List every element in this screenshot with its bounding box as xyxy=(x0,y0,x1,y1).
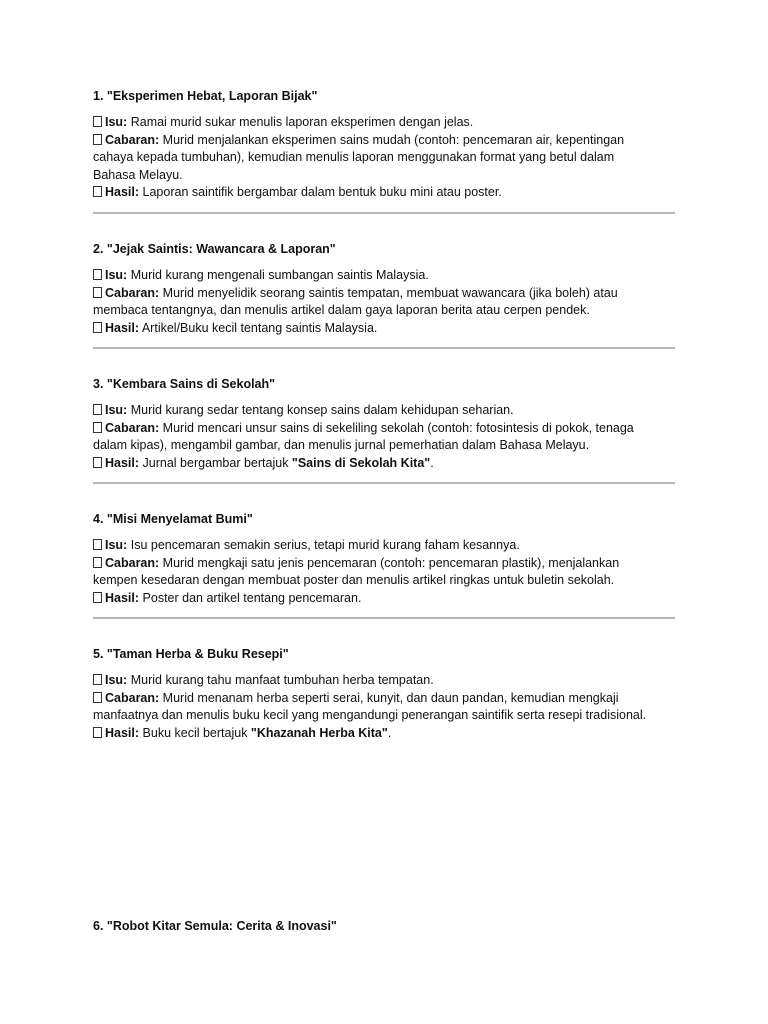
hasil-line: Hasil: Poster dan artikel tentang pencemaran. xyxy=(93,590,675,608)
section-heading: 4. "Misi Menyelamat Bumi" xyxy=(93,512,253,526)
hasil-line: Hasil: Jurnal bergambar bertajuk "Sains di Sekolah Kita". xyxy=(93,455,675,473)
section-body xyxy=(93,537,675,607)
isu-line: Isu: Murid kurang mengenali sumbangan saintis Malaysia. xyxy=(93,267,675,285)
section-body xyxy=(93,402,675,472)
missing-glyph-icon xyxy=(93,539,102,550)
missing-glyph-icon xyxy=(93,287,102,298)
section-heading: 1. "Eksperimen Hebat, Laporan Bijak" xyxy=(93,89,318,103)
hasil-line: Hasil: Laporan saintifik bergambar dalam bentuk buku mini atau poster. xyxy=(93,184,675,202)
section-body xyxy=(93,672,675,742)
cabaran-line-continued: membaca tentangnya, dan menulis artikel dalam gaya laporan berita atau cerpen pendek. xyxy=(93,303,590,318)
cabaran-line-continued: kempen kesedaran dengan membuat poster dan menulis artikel ringkas untuk buletin sekolah. xyxy=(93,573,615,588)
missing-glyph-icon xyxy=(93,674,102,685)
missing-glyph-icon xyxy=(93,727,102,738)
cabaran-line-continued: dalam kipas), mengambil gambar, dan menulis jurnal pemerhatian dalam Bahasa Melayu. xyxy=(93,438,590,453)
missing-glyph-icon xyxy=(93,322,102,333)
section-3 xyxy=(93,375,675,472)
section-body xyxy=(93,267,675,337)
missing-glyph-icon xyxy=(93,422,102,433)
missing-glyph-icon xyxy=(93,404,102,415)
section-divider xyxy=(93,212,675,214)
isu-line: Isu: Murid kurang sedar tentang konsep sains dalam kehidupan seharian. xyxy=(93,402,675,420)
section-divider xyxy=(93,617,675,619)
section-heading: 6. "Robot Kitar Semula: Cerita & Inovasi" xyxy=(93,919,337,933)
cabaran-line: Cabaran: Murid menjalankan eksperimen sains mudah (contoh: pencemaran air, kepentingan xyxy=(93,132,675,150)
isu-line: Isu: Ramai murid sukar menulis laporan eksperimen dengan jelas. xyxy=(93,114,675,132)
section-5 xyxy=(93,645,675,742)
hasil-line: Hasil: Buku kecil bertajuk "Khazanah Herba Kita". xyxy=(93,725,675,743)
section-divider xyxy=(93,347,675,349)
section-heading: 5. "Taman Herba & Buku Resepi" xyxy=(93,647,289,661)
cabaran-line: Cabaran: Murid mencari unsur sains di sekeliling sekolah (contoh: fotosintesis di pokok, tenaga xyxy=(93,420,675,438)
missing-glyph-icon xyxy=(93,692,102,703)
section-4 xyxy=(93,510,675,607)
section-1 xyxy=(93,87,675,202)
isu-line: Isu: Isu pencemaran semakin serius, tetapi murid kurang faham kesannya. xyxy=(93,537,675,555)
missing-glyph-icon xyxy=(93,116,102,127)
cabaran-line-continued: cahaya kepada tumbuhan), kemudian menulis laporan menggunakan format yang betul dalam xyxy=(93,150,615,165)
section-heading: 3. "Kembara Sains di Sekolah" xyxy=(93,377,276,391)
isu-line: Isu: Murid kurang tahu manfaat tumbuhan herba tempatan. xyxy=(93,672,675,690)
section-6 xyxy=(93,917,675,935)
cabaran-line: Cabaran: Murid mengkaji satu jenis pencemaran (contoh: pencemaran plastik), menjalankan xyxy=(93,555,675,573)
cabaran-line: Cabaran: Murid menanam herba seperti serai, kunyit, dan daun pandan, kemudian mengkaji xyxy=(93,690,675,708)
missing-glyph-icon xyxy=(93,457,102,468)
missing-glyph-icon xyxy=(93,592,102,603)
section-2 xyxy=(93,240,675,337)
cabaran-line-continued: Bahasa Melayu. xyxy=(93,167,183,182)
section-body xyxy=(93,114,675,202)
missing-glyph-icon xyxy=(93,186,102,197)
section-heading: 2. "Jejak Saintis: Wawancara & Laporan" xyxy=(93,242,336,256)
hasil-line: Hasil: Artikel/Buku kecil tentang saintis Malaysia. xyxy=(93,320,675,338)
missing-glyph-icon xyxy=(93,557,102,568)
section-divider xyxy=(93,482,675,484)
missing-glyph-icon xyxy=(93,269,102,280)
missing-glyph-icon xyxy=(93,134,102,145)
cabaran-line-continued: manfaatnya dan menulis buku kecil yang mengandungi penerangan saintifik serta resepi tradisional. xyxy=(93,708,647,723)
cabaran-line: Cabaran: Murid menyelidik seorang saintis tempatan, membuat wawancara (jika boleh) atau xyxy=(93,285,675,303)
